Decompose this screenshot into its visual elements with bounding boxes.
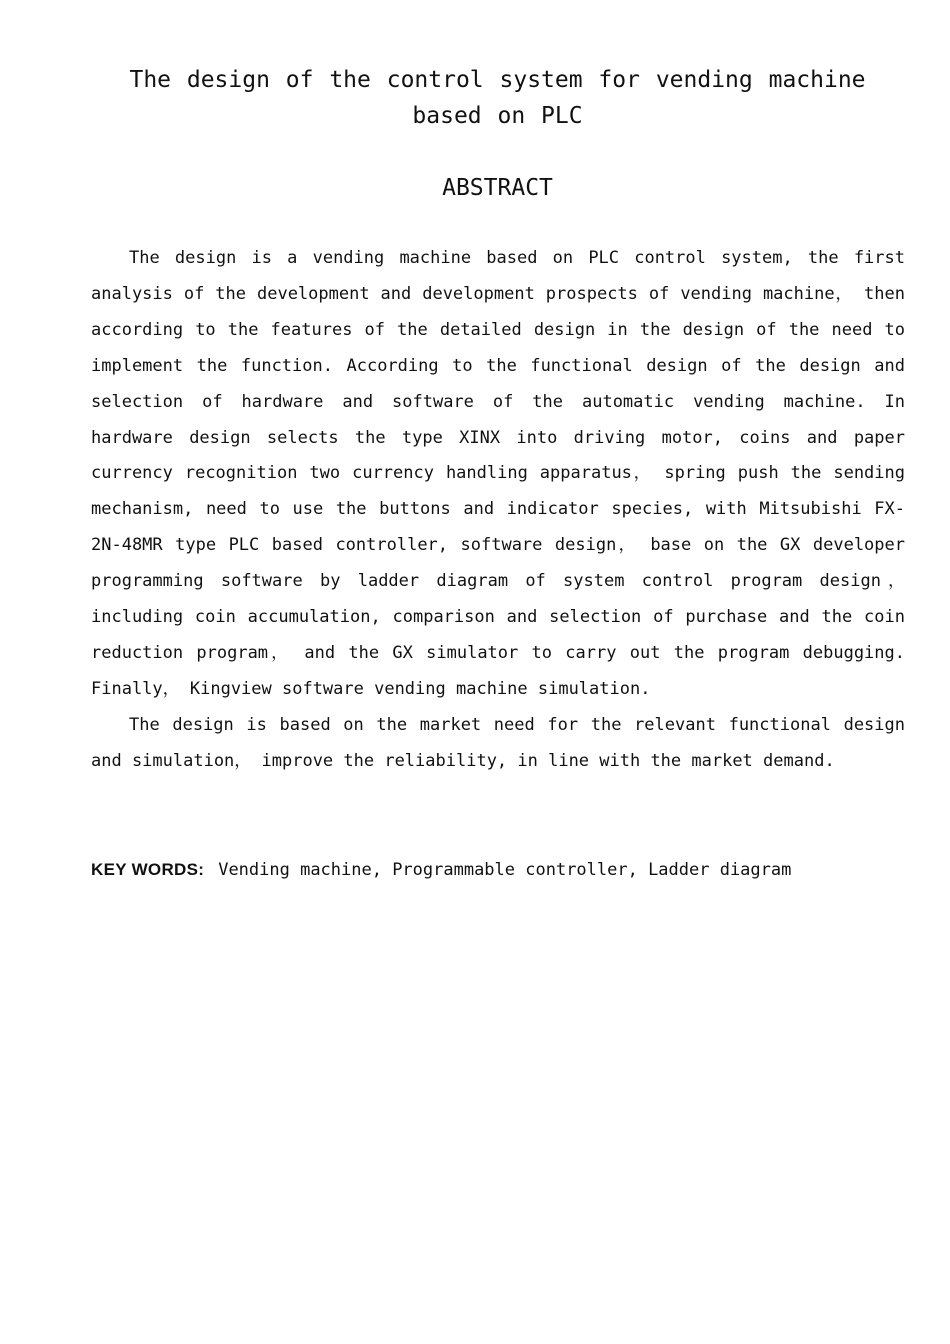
paper-title: The design of the control system for vending machine based on PLC	[129, 67, 866, 129]
abstract-paragraph-2: The design is based on the market need for the relevant functional design and simulation， improve the reliability, in line with the market demand.	[91, 714, 905, 771]
keywords-line	[91, 852, 905, 888]
abstract-paragraph-1: The design is a vending machine based on PLC control system, the first analysis of the development and development prospects of vending machine， then according to the features of the detailed design in the design of the need to implement the function. According to the functional design of the design and selection of hardware and software of the automatic vending machine. In hardware design selects the type XINX into driving motor, coins and paper currency recognition two currency handling apparatus， spring push the sending mechanism, need to use the buttons and indicator species, with Mitsubishi FX-2N-48MR type PLC based controller, software design， base on the GX developer programming software by ladder diagram of system control program design， including coin accumulation, comparison and selection of purchase and the coin reduction program， and the GX simulator to carry out the program debugging. Finally， Kingview software vending machine simulation.	[91, 248, 905, 699]
keywords-label: KEY WORDS:	[91, 860, 205, 879]
keywords-value: Vending machine, Programmable controller, Ladder diagram	[218, 860, 792, 880]
abstract-body	[91, 241, 905, 780]
abstract-heading: ABSTRACT	[442, 175, 553, 201]
